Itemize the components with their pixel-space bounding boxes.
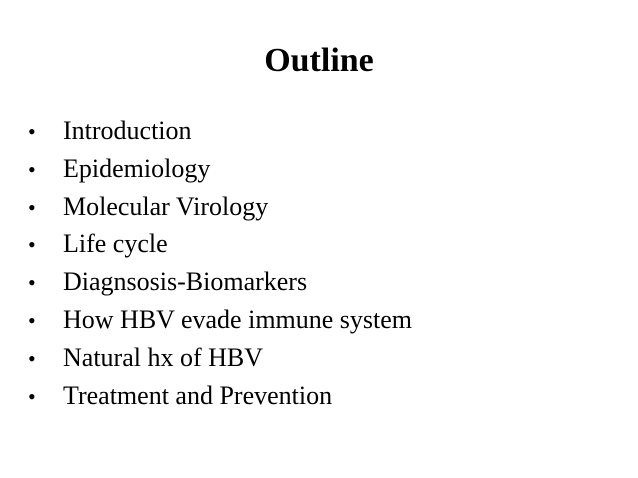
bullet-icon: • [28,119,36,144]
list-item-label: Treatment and Prevention [63,380,333,410]
outline-list [28,112,412,414]
list-item-label: Natural hx of HBV [63,342,264,372]
list-item-label: Diagnsosis-Biomarkers [63,267,308,297]
list-item-label: Life cycle [63,229,168,259]
bullet-icon: • [28,307,36,333]
list-item [28,263,412,301]
list-item-label: Introduction [63,116,192,145]
list-item [28,112,412,150]
bullet-icon: • [28,156,36,182]
bullet-icon: • [28,270,36,296]
list-item [28,225,412,263]
bullet-icon: • [28,383,36,409]
bullet-icon: • [28,194,36,220]
list-item [28,188,412,226]
list-item-label: Epidemiology [63,153,211,183]
bullet-icon: • [28,232,36,258]
list-item-label: How HBV evade immune system [63,304,413,334]
slide-title: Outline [264,42,374,79]
list-item [28,377,412,415]
list-item [28,150,412,188]
list-item [28,301,412,339]
bullet-icon: • [28,345,36,371]
list-item [28,339,412,377]
list-item-label: Molecular Virology [63,191,269,221]
